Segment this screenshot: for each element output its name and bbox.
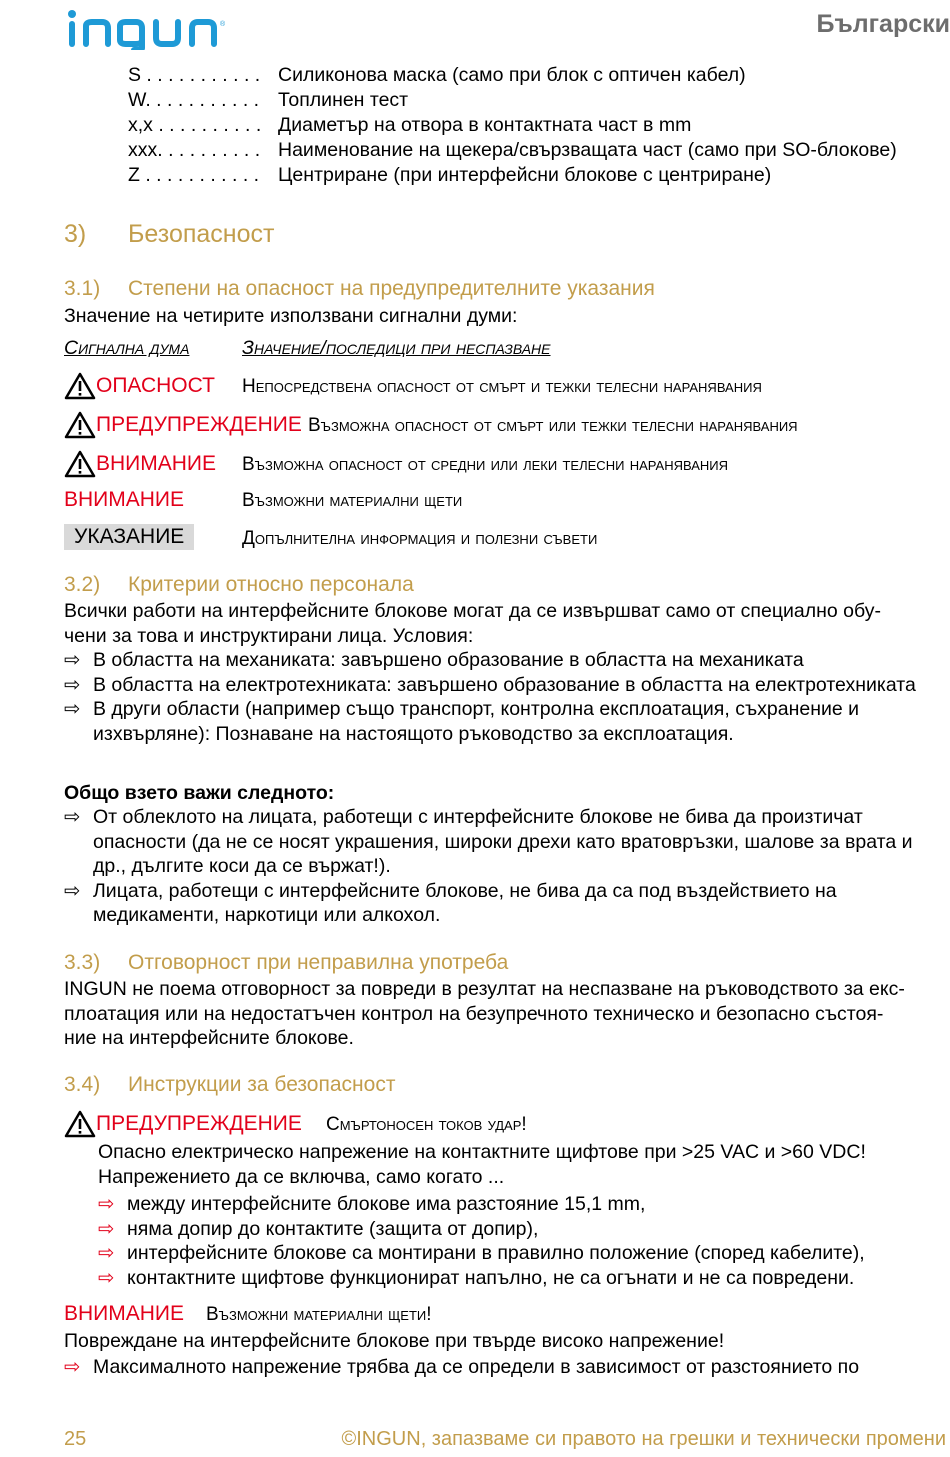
caution-title: Възможни материални щети! [206,1304,432,1325]
subsection-heading-3-1: 3.1) Степени на опасност на предупредителните указания [64,277,655,300]
list-item: ⇨ контактните щифтове функционират напълно, не са огънати и не са повредени. [98,1266,855,1289]
subsection-heading-3-4: 3.4) Инструкции за безопасност [64,1073,396,1096]
personnel-criteria-list [64,648,924,746]
arrow-right-icon: ⇨ [64,806,81,828]
subsection-heading-3-3: 3.3) Отговорност при неправилна употреба [64,951,509,974]
arrow-right-icon: ⇨ [64,673,81,696]
section-heading: 3) Безопасност [64,220,275,248]
list-item: ⇨ В други области (например също транспорт, контролна експлоатация, съхранение и изхвърляне): Познаване на настоящото ръководство за експлоатация. [64,698,860,745]
list-item: ⇨ В областта на електротехниката: завършено образование в областта на електротехниката [64,673,916,696]
legend-row: Z . . . . . . . . . . . Центриране (при интерфейсни блокове с центриране) [128,164,772,187]
code-legend [128,63,897,188]
arrow-right-icon: ⇨ [64,698,81,720]
column-header-signal: Сигнална дума [64,337,190,359]
signal-row-note [64,522,194,552]
note-badge: УКАЗАНИЕ [64,524,194,550]
list-item: ⇨ Лицата, работещи с интерфейсните блокове, не бива да са под въздействието на медикаменти, наркотици или алкохол. [64,879,837,926]
warning-triangle-icon [64,372,96,400]
legend-row: xxx. . . . . . . . . . Наименование на щекера/свързващата част (само при SO-блокове) [128,139,897,162]
warning-block-header [64,1109,302,1139]
copyright-notice: ©INGUN, запазваме си правото на грешки и технически промени [341,1428,946,1450]
page-number: 25 [64,1428,87,1450]
paragraph: INGUN не поема отговорност за повреди в резултат на неспазване на ръководството за екс- плоатация или на недостатъчен контрол на безупречното техническо и безопасно състоя- ние на интерфейсните блокове. [64,978,905,1049]
signal-row-caution [64,449,216,479]
list-item: ⇨ интерфейсните блокове са монтирани в правилно положение (според кабелите), [98,1242,865,1264]
legend-row: x,x . . . . . . . . . . Диаметър на отвора в контактната част в mm [128,114,692,137]
signal-meaning: Възможна опасност от средни или леки телесни наранявания [242,454,729,475]
list-item: ⇨ В областта на механиката: завършено образование в областта на механиката [64,649,804,671]
paragraph: Значение на четирите използвани сигнални думи: [64,305,518,327]
warning-title: Смъртоносен токов удар! [326,1114,527,1135]
svg-text:®: ® [220,21,226,28]
signal-meaning: Възможна опасност от смърт или тежки телесни наранявания [308,415,798,436]
arrow-right-icon: ⇨ [98,1242,115,1264]
caution-list [64,1355,934,1380]
warning-text: Опасно електрическо напрежение на контактните щифтове при >25 VAC и >60 VDC! Напрежението да се включва, само когато ... [98,1141,866,1188]
list-item: ⇨ няма допир до контактите (защита от допир), [98,1217,539,1240]
warning-triangle-icon [64,450,96,478]
signal-word: ПРЕДУПРЕЖДЕНИЕ [96,1111,302,1135]
general-heading: Общо взето важи следното: [64,782,335,804]
signal-word: ПРЕДУПРЕЖДЕНИЕ [96,412,302,436]
subsection-heading-3-2: 3.2) Критерии относно персонала [64,573,414,596]
signal-row-warning [64,410,302,440]
arrow-right-icon: ⇨ [64,649,81,671]
signal-meaning: Възможни материални щети [242,490,463,511]
general-rules-list [64,805,944,928]
signal-row-material [64,485,184,515]
warning-triangle-icon [64,411,96,439]
column-header-meaning: Значение/последици при неспазване [242,337,551,359]
list-item: ⇨ Максималното напрежение трябва да се определи в зависимост от разстоянието по [64,1356,860,1378]
arrow-right-icon: ⇨ [64,879,81,902]
legend-row: S . . . . . . . . . . . Силиконова маска (само при блок с оптичен кабел) [128,64,746,87]
arrow-right-icon: ⇨ [64,1356,81,1378]
list-item: ⇨ От облеклото на лицата, работещи с интерфейсните блокове не бива да произтичат опасности (да не се носят украшения, широки дрехи като вратовръзки, шалове за врата и др., дългите коси да се вържат!). [64,806,913,877]
warning-triangle-icon [64,1110,96,1138]
signal-word: ВНИМАНИЕ [64,1301,185,1325]
warning-conditions-list [98,1192,938,1290]
ingun-logo [64,4,234,50]
signal-meaning: Непосредствена опасност от смърт и тежки телесни наранявания [242,376,762,397]
signal-meaning: Допълнителна информация и полезни съвети [242,528,598,549]
list-item: ⇨ между интерфейсните блокове има разстояние 15,1 mm, [98,1193,646,1215]
language-label: Български [816,10,950,38]
legend-row: W. . . . . . . . . . . Топлинен тест [128,89,409,112]
signal-word: ВНИМАНИЕ [96,451,217,475]
paragraph: Всички работи на интерфейсните блокове могат да се извършват само от специално обу- чени за това и инструктирани лица. Условия: [64,600,881,647]
signal-word: ВНИМАНИЕ [64,487,185,511]
arrow-right-icon: ⇨ [98,1193,115,1215]
signal-row-danger [64,371,215,401]
signal-word: ОПАСНОСТ [96,373,215,397]
arrow-right-icon: ⇨ [98,1217,115,1240]
caution-text: Повреждане на интерфейсните блокове при твърде високо напрежение! [64,1330,725,1352]
arrow-right-icon: ⇨ [98,1266,115,1289]
caution-block-header [64,1299,184,1329]
